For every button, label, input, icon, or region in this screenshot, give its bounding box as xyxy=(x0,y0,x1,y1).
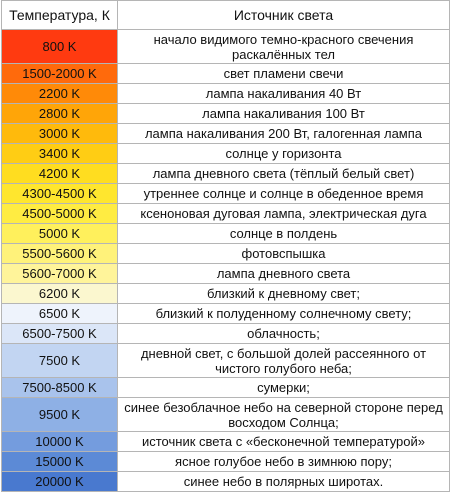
light-source-cell: свет пламени свечи xyxy=(118,64,450,84)
temperature-cell: 4200 K xyxy=(2,164,118,184)
table-row xyxy=(2,324,450,344)
light-source-cell: лампа дневного света (тёплый белый свет) xyxy=(118,164,450,184)
light-source-cell: ясное голубое небо в зимнюю пору; xyxy=(118,452,450,472)
table-row xyxy=(2,84,450,104)
temperature-cell: 5000 K xyxy=(2,224,118,244)
light-source-cell: лампа накаливания 200 Вт, галогенная лампа xyxy=(118,124,450,144)
temperature-cell: 800 K xyxy=(2,30,118,64)
table-row xyxy=(2,164,450,184)
table-row xyxy=(2,452,450,472)
table-row xyxy=(2,244,450,264)
temperature-cell: 4300-4500 K xyxy=(2,184,118,204)
table-row xyxy=(2,30,450,64)
temperature-header: Температура, К xyxy=(2,1,118,30)
table-row xyxy=(2,124,450,144)
temperature-cell: 9500 K xyxy=(2,398,118,432)
table-row xyxy=(2,398,450,432)
table-row xyxy=(2,284,450,304)
temperature-cell: 2200 K xyxy=(2,84,118,104)
light-source-cell: солнце в полдень xyxy=(118,224,450,244)
color-temperature-table xyxy=(1,0,450,492)
temperature-cell: 7500-8500 K xyxy=(2,378,118,398)
source-header: Источник света xyxy=(118,1,450,30)
light-source-cell: фотовспышка xyxy=(118,244,450,264)
light-source-cell: лампа накаливания 100 Вт xyxy=(118,104,450,124)
light-source-cell: близкий к дневному свет; xyxy=(118,284,450,304)
light-source-cell: лампа накаливания 40 Вт xyxy=(118,84,450,104)
table-row xyxy=(2,204,450,224)
table-row xyxy=(2,144,450,164)
temperature-cell: 2800 K xyxy=(2,104,118,124)
light-source-cell: облачность; xyxy=(118,324,450,344)
light-source-cell: синее безоблачное небо на северной стороне перед восходом Солнца; xyxy=(118,398,450,432)
light-source-cell: солнце у горизонта xyxy=(118,144,450,164)
table-row xyxy=(2,472,450,492)
light-source-cell: источник света с «бесконечной температурой» xyxy=(118,432,450,452)
light-source-cell: сумерки; xyxy=(118,378,450,398)
temperature-cell: 1500-2000 K xyxy=(2,64,118,84)
temperature-cell: 3000 K xyxy=(2,124,118,144)
temperature-cell: 6500-7500 K xyxy=(2,324,118,344)
temperature-cell: 5500-5600 K xyxy=(2,244,118,264)
light-source-cell: лампа дневного света xyxy=(118,264,450,284)
header-row xyxy=(2,1,450,30)
temperature-cell: 5600-7000 K xyxy=(2,264,118,284)
light-source-cell: ксеноновая дуговая лампа, электрическая дуга xyxy=(118,204,450,224)
table-row xyxy=(2,224,450,244)
table-row xyxy=(2,344,450,378)
table-row xyxy=(2,264,450,284)
temperature-cell: 4500-5000 K xyxy=(2,204,118,224)
temperature-cell: 15000 K xyxy=(2,452,118,472)
temperature-cell: 20000 K xyxy=(2,472,118,492)
table-row xyxy=(2,104,450,124)
light-source-cell: начало видимого темно-красного свечения раскалённых тел xyxy=(118,30,450,64)
light-source-cell: близкий к полуденному солнечному свету; xyxy=(118,304,450,324)
temperature-cell: 7500 K xyxy=(2,344,118,378)
temperature-cell: 6500 K xyxy=(2,304,118,324)
light-source-cell: синее небо в полярных широтах. xyxy=(118,472,450,492)
table-row xyxy=(2,378,450,398)
light-source-cell: утреннее солнце и солнце в обеденное время xyxy=(118,184,450,204)
table-row xyxy=(2,184,450,204)
temperature-cell: 6200 K xyxy=(2,284,118,304)
light-source-cell: дневной свет, с большой долей рассеянного от чистого голубого неба; xyxy=(118,344,450,378)
temperature-cell: 3400 K xyxy=(2,144,118,164)
temperature-cell: 10000 K xyxy=(2,432,118,452)
table-row xyxy=(2,432,450,452)
table-row xyxy=(2,64,450,84)
table-row xyxy=(2,304,450,324)
